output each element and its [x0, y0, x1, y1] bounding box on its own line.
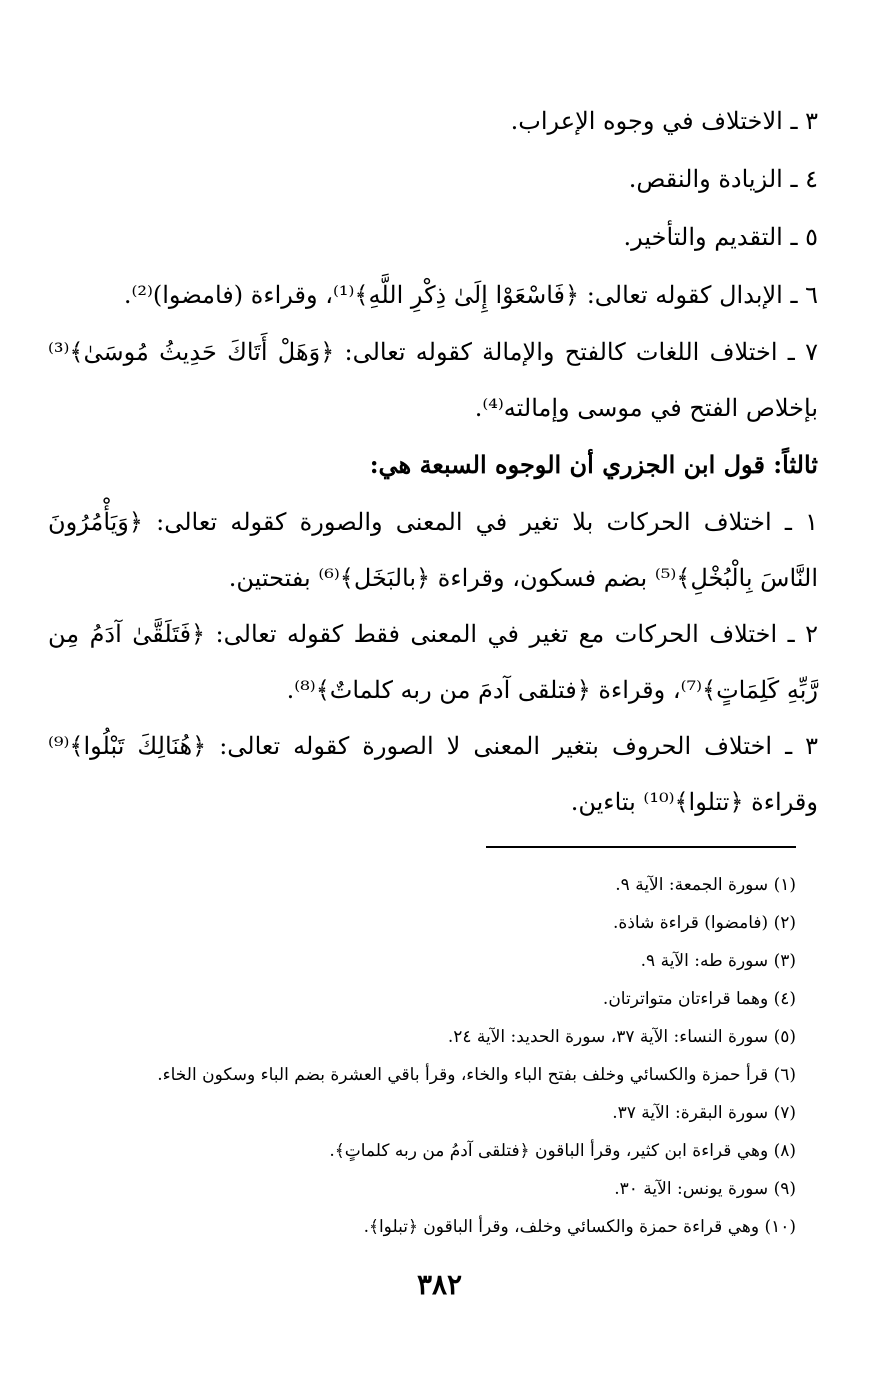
page-number: ٣٨٢ [416, 1268, 463, 1301]
footnote-9: (٩) سورة يونس: الآية ٣٠. [614, 1179, 796, 1199]
jazari-item-2: ٢ ـ اختلاف الحركات مع تغير في المعنى فقط كقوله تعالى: ﴿فَتَلَقَّىٰ آدَمُ مِن رَّبِّهِ كَلِمَاتٍ﴾⁽⁷⁾، وقراءة ﴿فتلقى آدمَ من ربه كلماتٌ﴾⁽⁸⁾. [48, 620, 818, 704]
footnote-2: (٢) (فامضوا) قراءة شاذة. [613, 913, 796, 933]
main-text [48, 92, 818, 830]
list-item-6: ٦ ـ الإبدال كقوله تعالى: ﴿فَاسْعَوْا إِلَىٰ ذِكْرِ اللَّهِ﴾⁽¹⁾، وقراءة (فامضوا)⁽²⁾. [123, 281, 818, 309]
jazari-item-3: ٣ ـ اختلاف الحروف بتغير المعنى لا الصورة كقوله تعالى: ﴿هُنَالِكَ تَبْلُوا﴾⁽⁹⁾ وقراءة ﴿تتلوا﴾⁽¹⁰⁾ بتاءين. [48, 732, 818, 816]
footnote-6: (٦) قرأ حمزة والكسائي وخلف بفتح الباء والخاء، وقرأ باقي العشرة بضم الباء وسكون الخاء. [157, 1065, 796, 1085]
footnote-10: (١٠) وهي قراءة حمزة والكسائي وخلف، وقرأ الباقون ﴿تبلوا﴾. [363, 1217, 796, 1237]
footnote-4: (٤) وهما قراءتان متواترتان. [602, 989, 796, 1009]
footnotes [40, 866, 796, 1246]
list-item-3: ٣ ـ الاختلاف في وجوه الإعراب. [510, 107, 818, 135]
footnote-1: (١) سورة الجمعة: الآية ٩. [615, 875, 796, 895]
section-heading: ثالثاً: قول ابن الجزري أن الوجوه السبعة هي: [369, 450, 818, 479]
list-item-7: ٧ ـ اختلاف اللغات كالفتح والإمالة كقوله تعالى: ﴿وَهَلْ أَتَاكَ حَدِيثُ مُوسَىٰ﴾⁽³⁾ بإخلاص الفتح في موسى وإمالته⁽⁴⁾. [48, 338, 818, 422]
footnote-5: (٥) سورة النساء: الآية ٣٧، سورة الحديد: الآية ٢٤. [447, 1027, 796, 1047]
list-item-4: ٤ ـ الزيادة والنقص. [628, 165, 818, 193]
footnote-7: (٧) سورة البقرة: الآية ٣٧. [612, 1103, 796, 1123]
jazari-item-1: ١ ـ اختلاف الحركات بلا تغير في المعنى والصورة كقوله تعالى: ﴿وَيَأْمُرُونَ النَّاسَ بِالْبُخْلِ﴾⁽⁵⁾ بضم فسكون، وقراءة ﴿بالبَخَل﴾⁽⁶⁾ بفتحتين. [48, 508, 818, 592]
footnote-divider [486, 846, 796, 848]
footnote-8: (٨) وهي قراءة ابن كثير، وقرأ الباقون ﴿فتلقى آدمُ من ربه كلماتٍ﴾. [329, 1141, 796, 1161]
list-item-5: ٥ ـ التقديم والتأخير. [623, 223, 818, 251]
footnote-3: (٣) سورة طه: الآية ٩. [640, 951, 796, 971]
